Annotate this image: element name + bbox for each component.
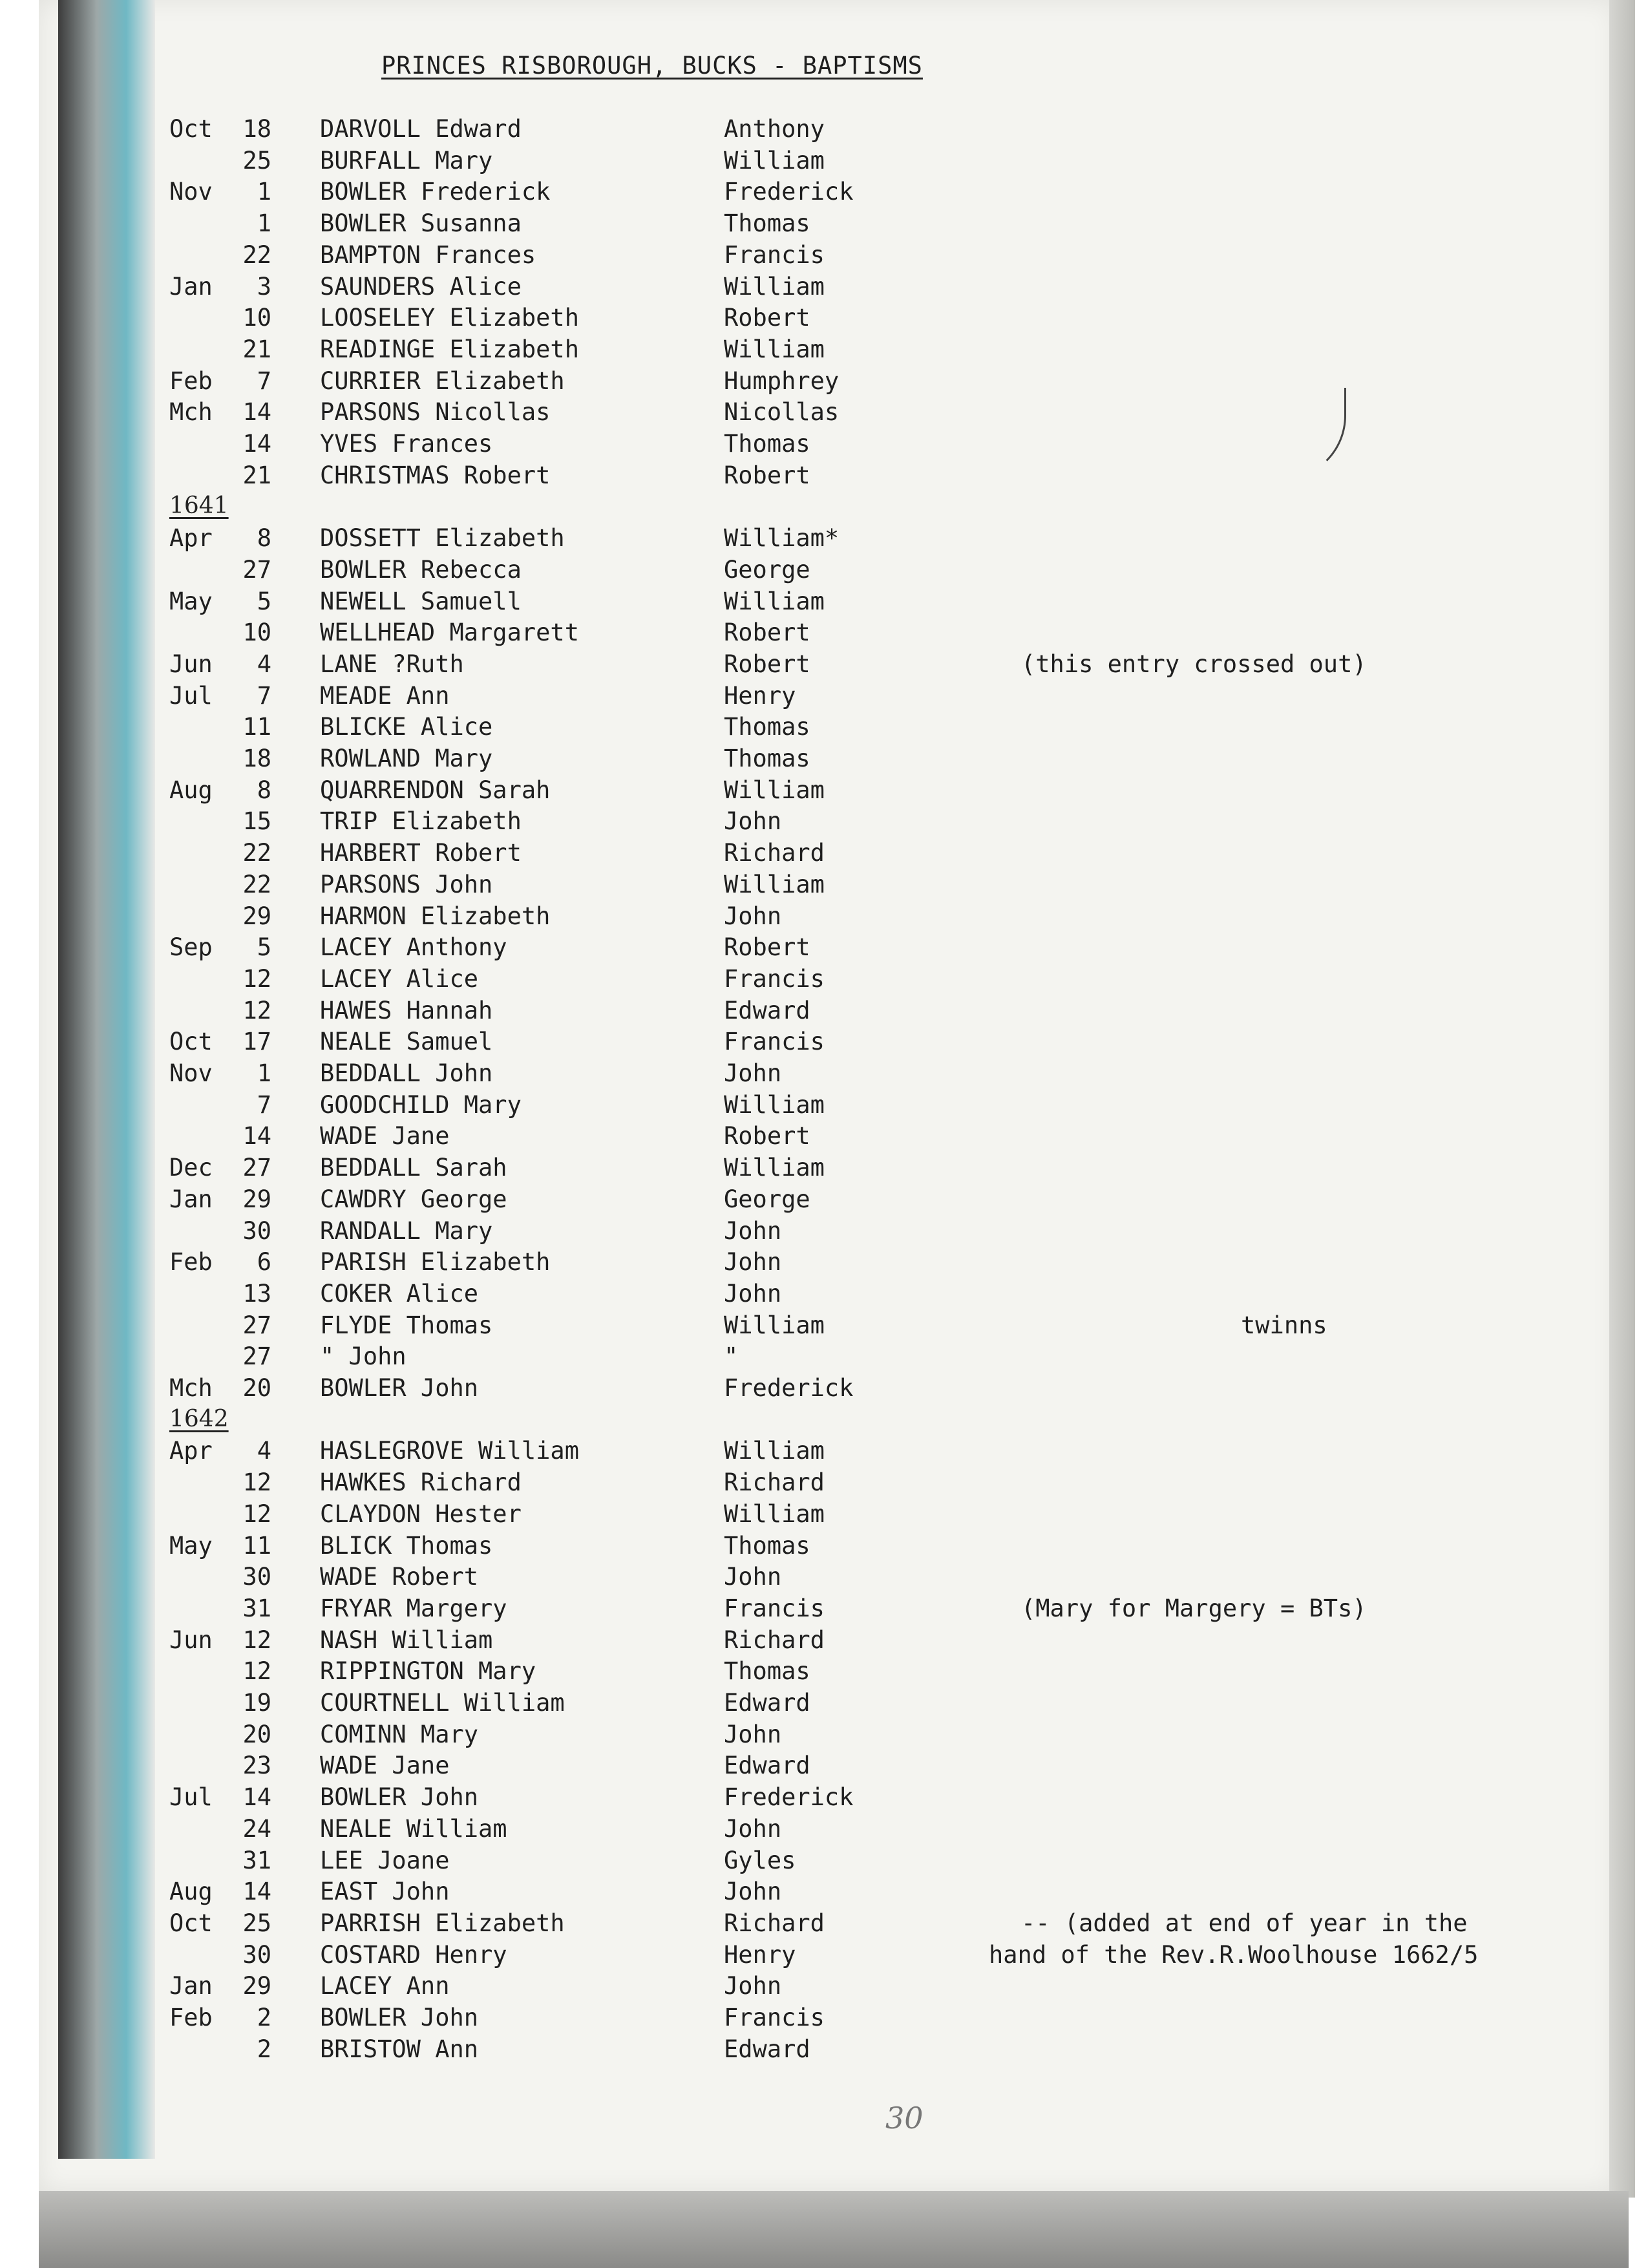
entry-day: 11	[242, 713, 271, 741]
entry-day: 14	[242, 430, 271, 458]
entry-day: 5	[257, 588, 271, 615]
entry-day: 31	[242, 1847, 271, 1874]
entry-name: COKER Alice	[320, 1280, 479, 1308]
page-title: PRINCES RISBOROUGH, BUCKS - BAPTISMS	[381, 52, 923, 79]
entry-name: CURRIER Elizabeth	[320, 367, 565, 395]
entry-month: Oct	[169, 1909, 213, 1937]
entry-month: May	[169, 1532, 213, 1560]
entry-month: Mch	[169, 398, 213, 426]
entry-day: 8	[257, 524, 271, 552]
entry-father: Edward	[724, 1689, 810, 1717]
register-entry	[0, 807, 1551, 838]
entry-father: George	[724, 1185, 810, 1213]
entry-day: 25	[242, 147, 271, 175]
entry-day: 6	[257, 1248, 271, 1276]
entry-month: Jul	[169, 1783, 213, 1811]
entry-father: William	[724, 147, 825, 175]
entry-day: 30	[242, 1941, 271, 1969]
entry-name: BOWLER Rebecca	[320, 556, 522, 584]
entry-note: (Mary for Margery = BTs)	[1021, 1595, 1367, 1622]
entry-father: Francis	[724, 241, 825, 269]
entry-day: 4	[257, 650, 271, 678]
entry-name: BOWLER John	[320, 1783, 479, 1811]
entry-father: William	[724, 1437, 825, 1465]
register-entry	[0, 398, 1551, 429]
entry-father: Frederick	[724, 178, 854, 206]
entry-father: Edward	[724, 1752, 810, 1779]
entry-day: 7	[257, 367, 271, 395]
entry-father: Robert	[724, 304, 810, 332]
register-entry	[0, 1154, 1551, 1185]
entry-father: John	[724, 1248, 782, 1276]
register-entry	[0, 871, 1551, 902]
entry-father: William	[724, 1091, 825, 1119]
entry-day: 22	[242, 839, 271, 867]
entry-name: COURTNELL William	[320, 1689, 565, 1717]
entry-father: Thomas	[724, 745, 810, 772]
entry-name: CLAYDON Hester	[320, 1500, 522, 1528]
entry-month: Feb	[169, 2004, 213, 2031]
entry-name: YVES Frances	[320, 430, 493, 458]
entry-month: Nov	[169, 1059, 213, 1087]
entry-name: FRYAR Margery	[320, 1595, 507, 1622]
entry-father: Robert	[724, 1122, 810, 1150]
register-entry	[0, 335, 1551, 366]
entry-day: 15	[242, 807, 271, 835]
entry-father: Henry	[724, 1941, 796, 1969]
entry-day: 22	[242, 241, 271, 269]
register-entry	[0, 997, 1551, 1028]
entry-father: John	[724, 1217, 782, 1245]
register-entry	[0, 1783, 1551, 1814]
entry-father: Francis	[724, 2004, 825, 2031]
entry-name: LOOSELEY Elizabeth	[320, 304, 579, 332]
entry-day: 5	[257, 933, 271, 961]
page-edge	[1609, 0, 1635, 2198]
entry-name: QUARRENDON Sarah	[320, 776, 551, 804]
register-entry	[0, 524, 1551, 555]
entry-father: John	[724, 902, 782, 930]
entry-father: Thomas	[724, 209, 810, 237]
register-entry	[0, 1028, 1551, 1059]
entry-month: Aug	[169, 1878, 213, 1905]
entry-day: 11	[242, 1532, 271, 1560]
entry-name: BEDDALL Sarah	[320, 1154, 507, 1182]
entry-father: Humphrey	[724, 367, 840, 395]
entry-day: 20	[242, 1721, 271, 1748]
entry-note: hand of the Rev.R.Woolhouse 1662/5	[989, 1941, 1479, 1969]
entry-name: BURFALL Mary	[320, 147, 493, 175]
entry-day: 21	[242, 335, 271, 363]
entry-day: 12	[242, 1626, 271, 1654]
entry-month: Jun	[169, 650, 213, 678]
register-entry	[0, 1374, 1551, 1405]
entry-name: RIPPINGTON Mary	[320, 1657, 536, 1685]
entry-day: 18	[242, 745, 271, 772]
page-number: 30	[885, 2101, 924, 2136]
entry-day: 14	[242, 398, 271, 426]
entry-day: 13	[242, 1280, 271, 1308]
entry-father: John	[724, 1878, 782, 1905]
register-entry	[0, 1657, 1551, 1688]
entry-name: MEADE Ann	[320, 682, 450, 710]
entry-day: 12	[242, 965, 271, 993]
entry-name: READINGE Elizabeth	[320, 335, 579, 363]
register-entry	[0, 745, 1551, 776]
entry-father: Francis	[724, 965, 825, 993]
page-shadow	[39, 2191, 1629, 2268]
entry-father: Robert	[724, 650, 810, 678]
entry-day: 27	[242, 1154, 271, 1182]
entry-note: -- (added at end of year in the	[1021, 1909, 1468, 1937]
entry-father: John	[724, 807, 782, 835]
register-entry	[0, 1342, 1551, 1373]
entry-name: PARRISH Elizabeth	[320, 1909, 565, 1937]
entry-father: John	[724, 1059, 782, 1087]
entry-month: Oct	[169, 115, 213, 143]
entry-day: 22	[242, 871, 271, 898]
register-entry	[0, 1500, 1551, 1531]
entry-day: 31	[242, 1595, 271, 1622]
entry-month: Jan	[169, 273, 213, 301]
entry-day: 17	[242, 1028, 271, 1055]
register-entry	[0, 556, 1551, 587]
entry-name: LACEY Alice	[320, 965, 479, 993]
entry-name: WADE Jane	[320, 1122, 450, 1150]
register-entry	[0, 1847, 1551, 1878]
register-entry	[0, 115, 1551, 146]
entry-father: Henry	[724, 682, 796, 710]
register-entry	[0, 178, 1551, 209]
entry-father: Frederick	[724, 1783, 854, 1811]
entry-name: WADE Robert	[320, 1563, 479, 1591]
entry-day: 27	[242, 1311, 271, 1339]
entry-name: PARISH Elizabeth	[320, 1248, 551, 1276]
entry-name: BOWLER John	[320, 2004, 479, 2031]
register-entry	[0, 1311, 1551, 1342]
entry-name: BOWLER Frederick	[320, 178, 551, 206]
entry-day: 14	[242, 1122, 271, 1150]
entry-month: Sep	[169, 933, 213, 961]
entry-name: BOWLER John	[320, 1374, 479, 1402]
entry-month: Dec	[169, 1154, 213, 1182]
entry-father: William	[724, 776, 825, 804]
entry-name: HAWKES Richard	[320, 1468, 522, 1496]
entry-father: Anthony	[724, 115, 825, 143]
entry-father: Thomas	[724, 1657, 810, 1685]
register-entry	[0, 1972, 1551, 2003]
entry-month: Feb	[169, 367, 213, 395]
register-entry	[0, 1248, 1551, 1279]
entry-name: ROWLAND Mary	[320, 745, 493, 772]
entry-father: Thomas	[724, 1532, 810, 1560]
register-entry	[0, 304, 1551, 335]
entry-name: BRISTOW Ann	[320, 2035, 479, 2063]
entry-day: 29	[242, 902, 271, 930]
entry-name: TRIP Elizabeth	[320, 807, 522, 835]
entry-name: NEALE William	[320, 1815, 507, 1843]
entry-father: John	[724, 1280, 782, 1308]
entry-month: Nov	[169, 178, 213, 206]
year-heading: 1642	[169, 1406, 229, 1432]
entry-day: 12	[242, 1468, 271, 1496]
entry-name: PARSONS John	[320, 871, 493, 898]
register-entry	[0, 1059, 1551, 1090]
entry-father: Gyles	[724, 1847, 796, 1874]
entry-day: 14	[242, 1783, 271, 1811]
entry-day: 18	[242, 115, 271, 143]
register-entry	[0, 1437, 1551, 1468]
register-entry	[0, 1815, 1551, 1846]
register-entry	[0, 650, 1551, 681]
entry-month: Apr	[169, 524, 213, 552]
entry-name: WADE Jane	[320, 1752, 450, 1779]
register-entry	[0, 1752, 1551, 1783]
entry-day: 30	[242, 1563, 271, 1591]
entry-day: 3	[257, 273, 271, 301]
entry-day: 10	[242, 619, 271, 646]
register-entry	[0, 1721, 1551, 1752]
entry-day: 23	[242, 1752, 271, 1779]
entry-father: Robert	[724, 461, 810, 489]
entry-father: William*	[724, 524, 840, 552]
register-entry	[0, 2035, 1551, 2066]
entry-name: COMINN Mary	[320, 1721, 479, 1748]
entry-day: 27	[242, 556, 271, 584]
register-entry	[0, 1909, 1551, 1940]
register-entry	[0, 839, 1551, 870]
entry-father: Nicollas	[724, 398, 840, 426]
entry-day: 1	[257, 178, 271, 206]
register-entry	[0, 1280, 1551, 1311]
entry-name: " John	[320, 1342, 407, 1370]
entry-name: HARBERT Robert	[320, 839, 522, 867]
entry-day: 7	[257, 682, 271, 710]
register-entry	[0, 1532, 1551, 1563]
entry-father: John	[724, 1563, 782, 1591]
entry-name: HAWES Hannah	[320, 997, 493, 1024]
entry-day: 7	[257, 1091, 271, 1119]
register-entry	[0, 1468, 1551, 1500]
entry-father: Edward	[724, 2035, 810, 2063]
entry-father: Thomas	[724, 713, 810, 741]
entry-name: RANDALL Mary	[320, 1217, 493, 1245]
entry-name: BAMPTON Frances	[320, 241, 536, 269]
entry-father: William	[724, 1154, 825, 1182]
entry-name: CAWDRY George	[320, 1185, 507, 1213]
register-entry	[0, 1878, 1551, 1909]
entry-name: BEDDALL John	[320, 1059, 493, 1087]
register-entry	[0, 1595, 1551, 1626]
entry-name: LANE ?Ruth	[320, 650, 464, 678]
register-entry	[0, 1689, 1551, 1720]
entry-day: 14	[242, 1878, 271, 1905]
register-entry	[0, 430, 1551, 461]
entry-name: COSTARD Henry	[320, 1941, 507, 1969]
register-entry	[0, 682, 1551, 713]
register-entry	[0, 1626, 1551, 1657]
entry-father: Richard	[724, 1468, 825, 1496]
entry-day: 4	[257, 1437, 271, 1465]
register-entry	[0, 965, 1551, 996]
entry-father: Thomas	[724, 430, 810, 458]
entry-name: LEE Joane	[320, 1847, 450, 1874]
entry-name: HASLEGROVE William	[320, 1437, 579, 1465]
entry-day: 12	[242, 1500, 271, 1528]
entry-father: Francis	[724, 1595, 825, 1622]
entry-name: NASH William	[320, 1626, 493, 1654]
register-entry	[0, 1217, 1551, 1248]
entry-father: Edward	[724, 997, 810, 1024]
entry-father: Richard	[724, 1626, 825, 1654]
entry-day: 25	[242, 1909, 271, 1937]
register-entry	[0, 147, 1551, 178]
entry-day: 10	[242, 304, 271, 332]
entry-name: EAST John	[320, 1878, 450, 1905]
entry-name: SAUNDERS Alice	[320, 273, 522, 301]
entry-father: John	[724, 1721, 782, 1748]
entry-father: Frederick	[724, 1374, 854, 1402]
entry-father: Robert	[724, 933, 810, 961]
entry-day: 24	[242, 1815, 271, 1843]
entry-day: 12	[242, 1657, 271, 1685]
entry-month: Jun	[169, 1626, 213, 1654]
entry-name: DOSSETT Elizabeth	[320, 524, 565, 552]
entry-day: 2	[257, 2035, 271, 2063]
register-entry	[0, 1185, 1551, 1216]
register-entry	[0, 1941, 1551, 1972]
entry-name: LACEY Ann	[320, 1972, 450, 2000]
entry-note: (this entry crossed out)	[1021, 650, 1367, 678]
entry-father: William	[724, 1500, 825, 1528]
entry-month: Mch	[169, 1374, 213, 1402]
entry-name: BLICK Thomas	[320, 1532, 493, 1560]
register-entry	[0, 367, 1551, 398]
register-entry	[0, 241, 1551, 272]
entry-name: PARSONS Nicollas	[320, 398, 551, 426]
entry-month: May	[169, 588, 213, 615]
entry-name: LACEY Anthony	[320, 933, 507, 961]
entry-name: NEALE Samuel	[320, 1028, 493, 1055]
entry-name: BOWLER Susanna	[320, 209, 522, 237]
entry-father: John	[724, 1972, 782, 2000]
register-entry	[0, 902, 1551, 933]
entry-day: 8	[257, 776, 271, 804]
entry-name: NEWELL Samuell	[320, 588, 522, 615]
register-entry	[0, 619, 1551, 650]
entry-month: Oct	[169, 1028, 213, 1055]
entry-day: 30	[242, 1217, 271, 1245]
register-entry	[0, 1122, 1551, 1153]
entry-day: 29	[242, 1972, 271, 2000]
entry-name: BLICKE Alice	[320, 713, 493, 741]
entry-father: "	[724, 1342, 739, 1370]
register-entry	[0, 588, 1551, 619]
register-entry	[0, 933, 1551, 964]
entry-father: William	[724, 871, 825, 898]
year-heading: 1641	[169, 493, 229, 519]
register-entry	[0, 713, 1551, 744]
entry-father: William	[724, 335, 825, 363]
entry-day: 29	[242, 1185, 271, 1213]
entry-day: 21	[242, 461, 271, 489]
entry-father: Richard	[724, 839, 825, 867]
entry-day: 20	[242, 1374, 271, 1402]
register-entry	[0, 1563, 1551, 1594]
entry-name: HARMON Elizabeth	[320, 902, 551, 930]
register-entry	[0, 273, 1551, 304]
entry-father: William	[724, 1311, 825, 1339]
entry-note: twinns	[1241, 1311, 1327, 1339]
register-entry	[0, 209, 1551, 240]
entry-name: DARVOLL Edward	[320, 115, 522, 143]
entry-month: Aug	[169, 776, 213, 804]
entry-father: William	[724, 588, 825, 615]
entry-day: 1	[257, 209, 271, 237]
entry-month: Jan	[169, 1185, 213, 1213]
register-entry	[0, 461, 1551, 493]
entry-father: William	[724, 273, 825, 301]
entry-name: FLYDE Thomas	[320, 1311, 493, 1339]
entry-name: WELLHEAD Margarett	[320, 619, 579, 646]
entry-month: Jul	[169, 682, 213, 710]
entry-father: Francis	[724, 1028, 825, 1055]
register-entry	[0, 2004, 1551, 2035]
entry-name: GOODCHILD Mary	[320, 1091, 522, 1119]
entry-day: 2	[257, 2004, 271, 2031]
entry-father: John	[724, 1815, 782, 1843]
entry-father: Richard	[724, 1909, 825, 1937]
entry-father: Robert	[724, 619, 810, 646]
entry-name: CHRISTMAS Robert	[320, 461, 551, 489]
register-entry	[0, 776, 1551, 807]
entry-day: 1	[257, 1059, 271, 1087]
entry-father: George	[724, 556, 810, 584]
entry-day: 19	[242, 1689, 271, 1717]
register-entry	[0, 1091, 1551, 1122]
entry-month: Jan	[169, 1972, 213, 2000]
entry-day: 27	[242, 1342, 271, 1370]
entry-month: Feb	[169, 1248, 213, 1276]
entry-day: 12	[242, 997, 271, 1024]
entry-month: Apr	[169, 1437, 213, 1465]
